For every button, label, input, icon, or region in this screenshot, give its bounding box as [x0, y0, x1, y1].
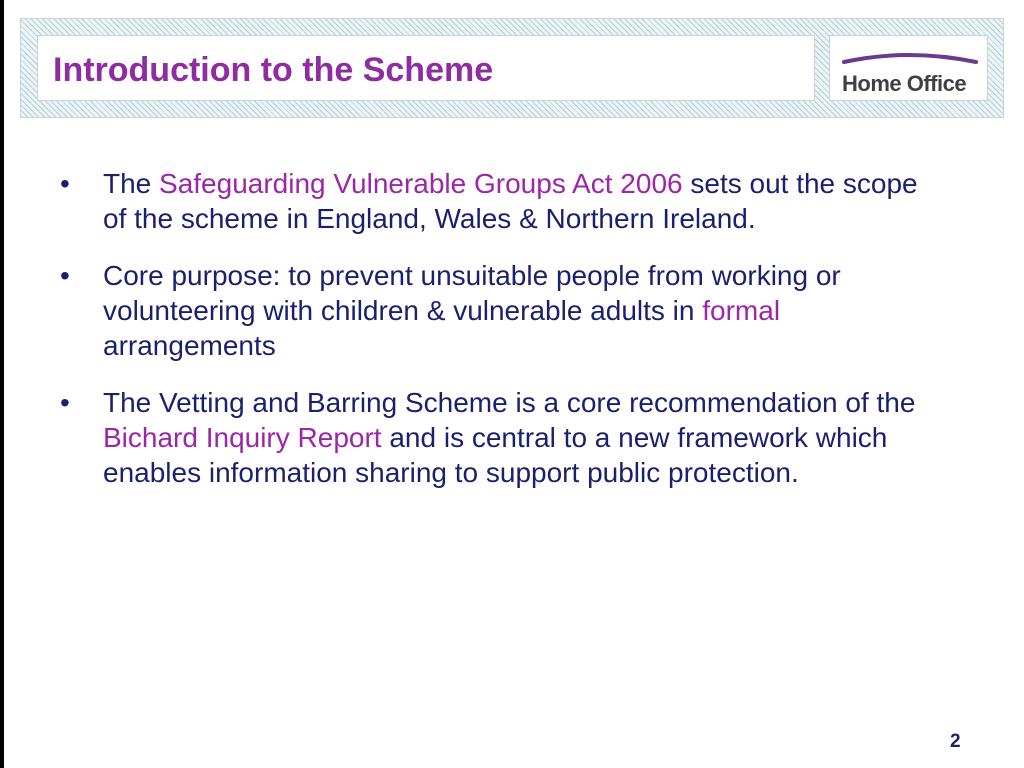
bullet-text-segment: The: [103, 168, 160, 199]
report-name-highlight: Bichard Inquiry Report: [103, 422, 382, 453]
home-office-logo: [829, 35, 988, 101]
bullet-list: [60, 166, 940, 512]
bullet-dot: •: [60, 387, 70, 418]
title-box: [37, 35, 815, 101]
slide-title: Introduction to the Scheme: [53, 51, 494, 89]
bullet-item: [60, 166, 940, 236]
bullet-text-segment: Core purpose: to prevent unsuitable people from working or volunteering with children & vulnerable adults in: [103, 260, 841, 326]
bullet-text-segment: The Vetting and Barring Scheme is a core recommendation of the: [103, 387, 916, 418]
slide-left-edge: [0, 0, 4, 768]
bullet-text-segment: arrangements: [103, 330, 276, 361]
bullet-dot: •: [60, 260, 70, 291]
page-number: 2: [950, 731, 961, 752]
formal-highlight: formal: [702, 295, 781, 326]
bullet-dot: •: [60, 168, 70, 199]
bullet-item: [60, 385, 940, 490]
logo-text: Home Office: [842, 71, 967, 96]
bullet-text-segment: sets out the scope of the scheme in England, Wales & Northern Ireland.: [103, 168, 918, 234]
bullet-item: [60, 258, 940, 363]
act-name-highlight: Safeguarding Vulnerable Groups Act 2006: [159, 168, 683, 199]
bullet-text-segment: and is central to a new framework which enables information sharing to support public protection.: [103, 422, 888, 488]
